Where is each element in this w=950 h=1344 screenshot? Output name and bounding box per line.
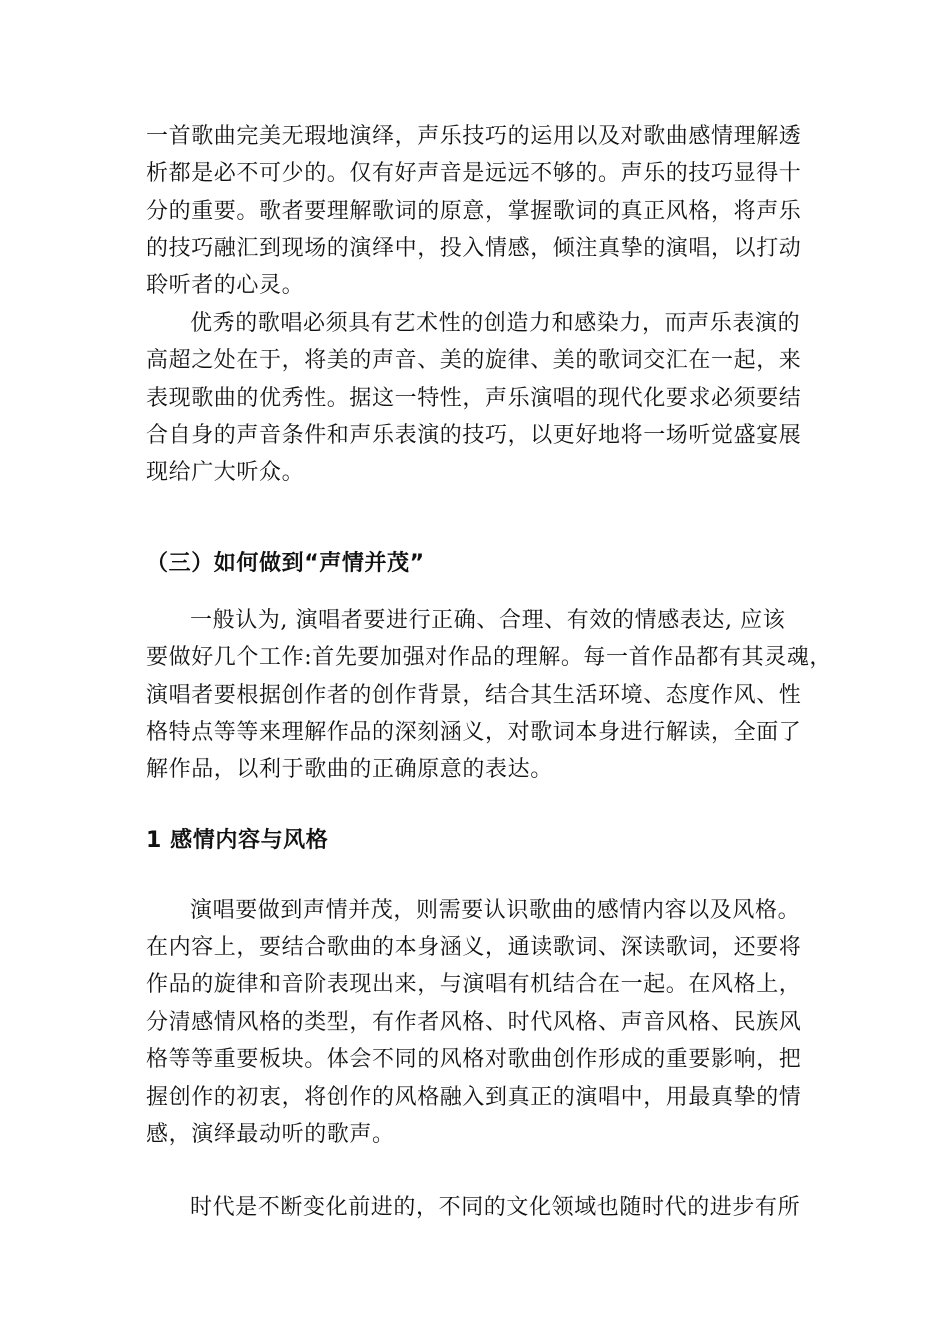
paragraph-line: 一般认为, 演唱者要进行正确、合理、有效的情感表达, 应该: [190, 608, 786, 633]
paragraph-line: 优秀的歌唱必须具有艺术性的创造力和感染力，而声乐表演的: [190, 311, 801, 336]
paragraph-line: 格特点等等来理解作品的深刻涵义，对歌词本身进行解读，全面了: [146, 720, 802, 745]
paragraph-line: 分的重要。歌者要理解歌词的原意，掌握歌词的真正风格，将声乐: [146, 199, 802, 224]
paragraph-line: 时代是不断变化前进的，不同的文化领域也随时代的进步有所: [190, 1195, 801, 1220]
paragraph-line: 在内容上，要结合歌曲的本身涵义，通读歌词、深读歌词，还要将: [146, 935, 802, 960]
paragraph-line: 一首歌曲完美无瑕地演绎，声乐技巧的运用以及对歌曲感情理解透: [146, 124, 802, 149]
paragraph-line: 表现歌曲的优秀性。据这一特性，声乐演唱的现代化要求必须要结: [146, 386, 802, 411]
paragraph-line: 演唱者要根据创作者的创作背景，结合其生活环境、态度作风、性: [146, 683, 802, 708]
paragraph-line: 格等等重要板块。体会不同的风格对歌曲创作形成的重要影响，把: [146, 1047, 802, 1072]
section-heading: （三）如何做到“声情并茂”: [146, 551, 425, 576]
paragraph-line: 要做好几个工作:首先要加强对作品的理解。每一首作品都有其灵魂，: [146, 645, 833, 670]
paragraph-line: 高超之处在于，将美的声音、美的旋律、美的歌词交汇在一起，来: [146, 348, 802, 373]
paragraph-line: 合自身的声音条件和声乐表演的技巧，以更好地将一场听觉盛宴展: [146, 423, 802, 448]
paragraph-line: 感，演绎最动听的歌声。: [146, 1122, 395, 1147]
subsection-heading: 1 感情内容与风格: [146, 828, 329, 853]
paragraph-line: 聆听者的心灵。: [146, 273, 305, 298]
paragraph-line: 的技巧融汇到现场的演绎中，投入情感，倾注真挚的演唱，以打动: [146, 236, 802, 261]
paragraph-line: 作品的旋律和音阶表现出来，与演唱有机结合在一起。在风格上，: [146, 972, 802, 997]
paragraph-line: 分清感情风格的类型，有作者风格、时代风格、声音风格、民族风: [146, 1010, 802, 1035]
paragraph-line: 演唱要做到声情并茂，则需要认识歌曲的感情内容以及风格。: [190, 898, 801, 923]
paragraph-line: 析都是必不可少的。仅有好声音是远远不够的。声乐的技巧显得十: [146, 161, 802, 186]
paragraph-line: 现给广大听众。: [146, 460, 305, 485]
paragraph-line: 解作品，以利于歌曲的正确原意的表达。: [146, 757, 553, 782]
paragraph-line: 握创作的初衷，将创作的风格融入到真正的演唱中，用最真挚的情: [146, 1085, 802, 1110]
